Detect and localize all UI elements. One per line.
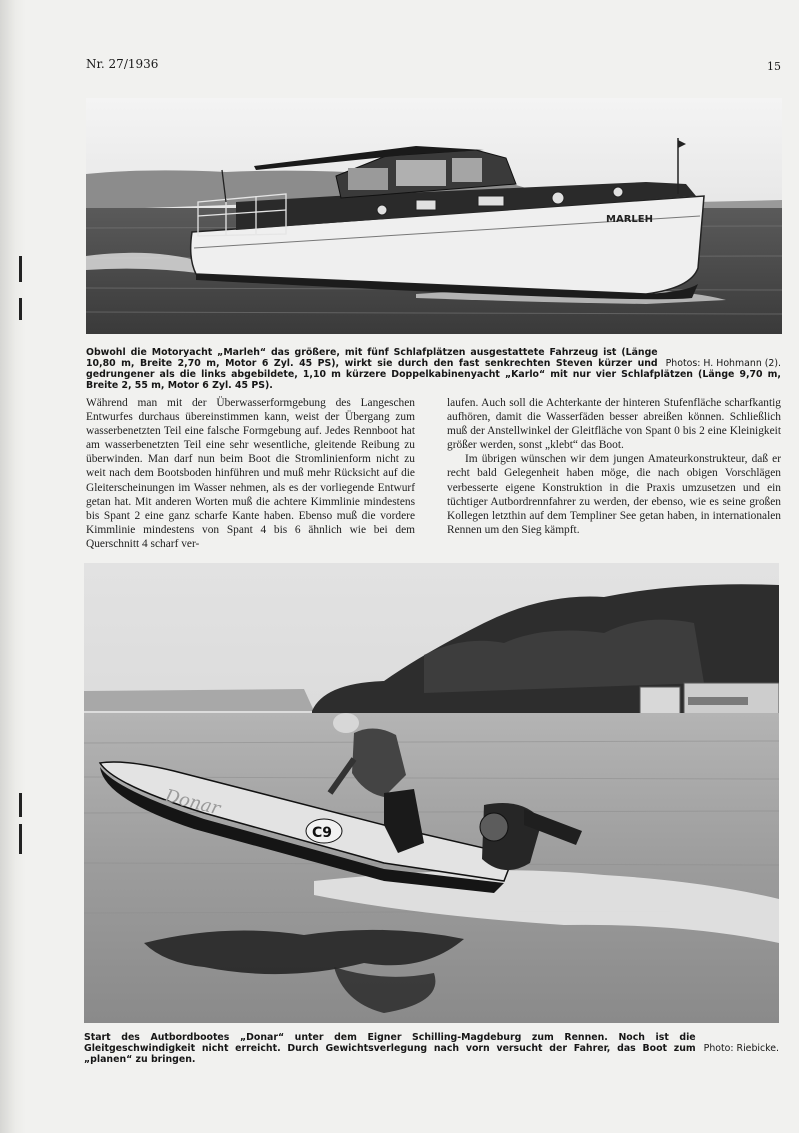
caption-outboard-boat [84,1032,779,1065]
article-paragraph: laufen. Auch soll die Achterkante der hinteren Stufenfläche scharfkantig aufhören, damit die Wasserfäden besser abreißen können. Schließlich muß der Anstellwinkel der Gleitfläche von Spant 0 bis 2 eine Kleinigkeit größer werden, sonst „klebt“ das Boot. [447,397,781,452]
issue-number: Nr. 27/1936 [86,57,159,71]
article-paragraph: Während man mit der Überwasserformgebung des Langeschen Entwurfes durchaus übereinstimmen kann, weist der Übergang zum wasserbenetzten Teil eine falsche Formgebung auf. Jedes Rennboot hat am wasserbenetzten Teil eine sehr wesentliche, gleitende Reibung zu überwinden. Man darf nun beim Boot die Stromlinienform nicht zu weit nach dem Bootsboden hinführen und muß mehr Rücksicht auf die Gleiterscheinungen im Wasser nehmen, als es der vorliegende Entwurf getan hat. Mit anderen Worten muß die achtere Kimmlinie mindestens bis Spant 2 eine ganz scharfe Kante haben. Ebenso muß die vordere Kimmlinie mindestens von Spant 4 bis 6 ähnlich wie bei dem Querschnitt 4 scharf ver- [86,397,415,550]
photo-credit: Photos: H. Hohmann (2). [665,358,781,369]
caption-text: Obwohl die Motoryacht „Marleh“ das größere, mit fünf Schlafplätzen ausgestattete Fahrzeug ist (Länge 10,80 m, Breite 2,70 m, Motor 6 Zyl. 45 PS), wirkt sie durch den fast senkrechten Steven kürzer und gedrungener als die links abgebildete, 1,10 m kürzere Doppelkabinenyacht „Karlo“ mit nur vier Schlafplätzen (Länge 9,70 m, Breite 2, 55 m, Motor 6 Zyl. 45 PS). [86,347,781,391]
binder-mark [19,824,22,854]
binder-mark [19,256,22,282]
photo-credit: Photo: Riebicke. [703,1043,779,1054]
article-column-left [86,396,415,551]
page-header [86,57,781,75]
article-column-right [447,396,781,537]
photo-motor-yacht [86,98,782,334]
caption-text: Start des Autbordbootes „Donar“ unter dem Eigner Schilling-Magdeburg zum Rennen. Noch ist die Gleitgeschwindigkeit nicht erreicht. Durch Gewichtsverlegung nach vorn versucht der Fahrer, das Boot zum „planen“ zu bringen. [84,1032,696,1065]
binder-mark [19,793,22,817]
page-edge [0,0,26,1133]
caption-motor-yacht [86,347,781,391]
boat-name: Donar [162,785,223,820]
article-paragraph: Im übrigen wünschen wir dem jungen Amateurkonstrukteur, daß er recht bald Gelegenheit haben möge, die nach obigen Vorschlägen verbesserte eigene Konstruktion in die Praxis umzusetzen und ein tüchtiger Autbordrennfahrer zu werden, der ebenso, wie es seine großen Kollegen letzthin auf dem Templiner See getan haben, in internationalen Rennen um den Sieg kämpft. [447,453,781,536]
page-number: 15 [767,60,781,73]
boat-number: C9 [312,825,333,841]
yacht-hull-name: MARLEH [606,214,653,225]
binder-mark [19,298,22,320]
photo-outboard-boat [84,563,779,1023]
